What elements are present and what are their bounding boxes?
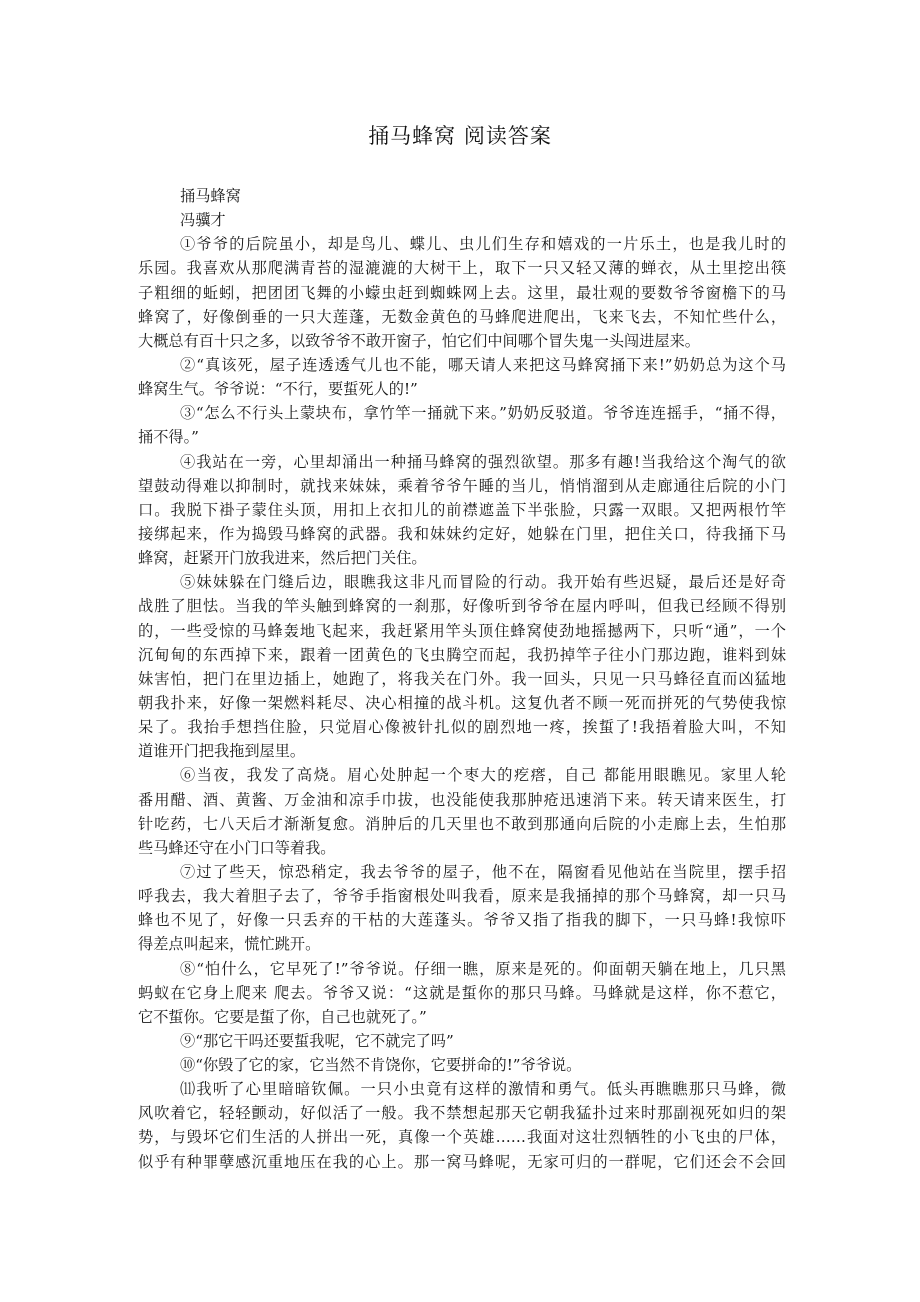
text-line: 蜂也不见了，好像一只丢弃的干枯的大莲蓬头。爷爷又指了指我的脚下，一只马蜂!我惊吓 (138, 911, 786, 930)
text-line: 风吹着它，轻轻颤动，好似活了一般。我不禁想起那天它朝我猛扑过来时那副视死如归的架 (138, 1104, 786, 1123)
text-line: 似乎有种罪孽感沉重地压在我的心上。那一窝马蜂呢，无家可归的一群呢，它们还会不会回 (138, 1152, 786, 1171)
text-line: 蜂窝生气。爷爷说：“不行，要蜇死人的!” (138, 380, 418, 399)
text-line: 子粗细的蚯蚓，把团团飞舞的小蠓虫赶到蜘蛛网上去。这里，最壮观的要数爷爷窗檐下的马 (138, 283, 786, 302)
text-line: ⑤妹妹躲在门缝后边，眼瞧我这非凡而冒险的行动。我开始有些迟疑，最后还是好奇 (180, 573, 786, 592)
text-line: 沉甸甸的东西掉下来，跟着一团黄色的飞虫腾空而起，我扔掉竿子往小门那边跑，谁料到妹 (138, 645, 786, 664)
text-line: ③“怎么不行头上蒙块布，拿竹竿一捅就下来。”奶奶反驳道。爷爷连连摇手，“捅不得， (180, 404, 786, 423)
text-line: 乐园。我喜欢从那爬满青苔的湿漉漉的大树干上，取下一只又轻又薄的蝉衣，从土里挖出筷 (138, 259, 786, 278)
text-line: ⑨“那它干吗还要蜇我呢，它不就完了吗” (180, 1031, 454, 1050)
text-line: ⑧“怕什么，它早死了!”爷爷说。仔细一瞧，原来是死的。仰面朝天躺在地上，几只黑 (180, 959, 786, 978)
text-line: 接绑起来，作为捣毁马蜂窝的武器。我和妹妹约定好，她躲在门里，把住关口，待我捅下马 (138, 524, 786, 543)
text-line: 它不蜇你。它要是蜇了你，自己也就死了。” (138, 1007, 427, 1026)
article-author: 冯骥才 (180, 211, 226, 230)
text-line: 望鼓动得难以抑制时，就找来妹妹，乘着爷爷午睡的当儿，悄悄溜到从走廊通往后院的小门 (138, 476, 786, 495)
text-line: 朝我扑来，好像一架燃料耗尽、决心相撞的战斗机。这复仇者不顾一死而拼死的气势使我惊 (138, 693, 786, 712)
text-line: ⑾我听了心里暗暗钦佩。一只小虫竟有这样的激情和勇气。低头再瞧瞧那只马蜂，微 (180, 1080, 786, 1099)
text-line: 口。我脱下褂子蒙住头顶，用扣上衣扣儿的前襟遮盖下半张脸，只露一双眼。又把两根竹竿 (138, 500, 786, 519)
text-line: 蚂蚁在它身上爬来 爬去。爷爷又说：“这就是蜇你的那只马蜂。马蜂就是这样，你不惹它， (138, 983, 786, 1002)
text-line: 道谁开门把我拖到屋里。 (138, 742, 306, 761)
text-line: 蜂窝了，好像倒垂的一只大莲蓬，无数金黄色的马蜂爬进爬出，飞来飞去，不知忙些什么， (138, 307, 786, 326)
text-line: 番用醋、酒、黄酱、万金油和凉手巾拔，也没能使我那肿疮迅速消下来。转天请来医生，打 (138, 790, 786, 809)
text-line: 的，一些受惊的马蜂轰地飞起来，我赶紧用竿头顶住蜂窝使劲地摇撼两下，只听“通”，一个 (138, 621, 786, 640)
text-line: ①爷爷的后院虽小，却是鸟儿、蝶儿、虫儿们生存和嬉戏的一片乐土，也是我儿时的 (180, 235, 786, 254)
text-line: 大概总有百十只之多，以致爷爷不敢开窗子，怕它们中间哪个冒失鬼一头闯进屋来。 (138, 331, 700, 350)
text-line: 些马蜂还守在小门口等着我。 (138, 838, 336, 857)
text-line: ⑦过了些天，惊恐稍定，我去爷爷的屋子，他不在，隔窗看见他站在当院里，摆手招 (180, 862, 786, 881)
text-line: 妹害怕，把门在里边插上，她跑了，将我关在门外。我一回头，只见一只马蜂径直而凶猛地 (138, 669, 786, 688)
text-line: 得差点叫起来，慌忙跳开。 (138, 935, 321, 954)
text-line: ④我站在一旁，心里却涌出一种捅马蜂窝的强烈欲望。那多有趣!当我给这个淘气的欲 (180, 452, 786, 471)
article-title: 捅马蜂窝 (180, 187, 241, 205)
text-line: 势，与毁坏它们生活的人拼出一死，真像一个英雄……我面对这壮烈牺牲的小飞虫的尸体， (138, 1128, 786, 1147)
text-line: 呆了。我抬手想挡住脸，只觉眉心像被针扎似的剧烈地一疼，挨蜇了!我捂着脸大叫，不知 (138, 718, 786, 737)
text-line: ②“真该死，屋子连透透气儿也不能，哪天请人来把这马蜂窝捅下来!”奶奶总为这个马 (180, 355, 786, 374)
text-line: 战胜了胆怯。当我的竿头触到蜂窝的一刹那，好像听到爷爷在屋内呼叫，但我已经顾不得别 (138, 597, 786, 616)
text-line: 呼我去，我大着胆子去了，爷爷手指窗根处叫我看，原来是我捅掉的那个马蜂窝，却一只马 (138, 887, 786, 906)
text-line: ⑩“你毁了它的家，它当然不肯饶你，它要拼命的!”爷爷说。 (180, 1056, 582, 1075)
text-line: 针吃药，七八天后才渐渐复愈。消肿后的几天里也不敢到那通向后院的小走廊上去，生怕那 (138, 814, 786, 833)
text-line: ⑥当夜，我发了高烧。眉心处肿起一个枣大的疙瘩，自己 都能用眼瞧见。家里人轮 (180, 766, 786, 785)
document-body (138, 184, 786, 1174)
text-line: 蜂窝，赶紧开门放我进来，然后把门关住。 (138, 549, 427, 568)
article-text (138, 232, 786, 1173)
text-line: 捅不得。” (138, 428, 199, 447)
page-title: 捅马蜂窝 阅读答案 (368, 124, 552, 148)
